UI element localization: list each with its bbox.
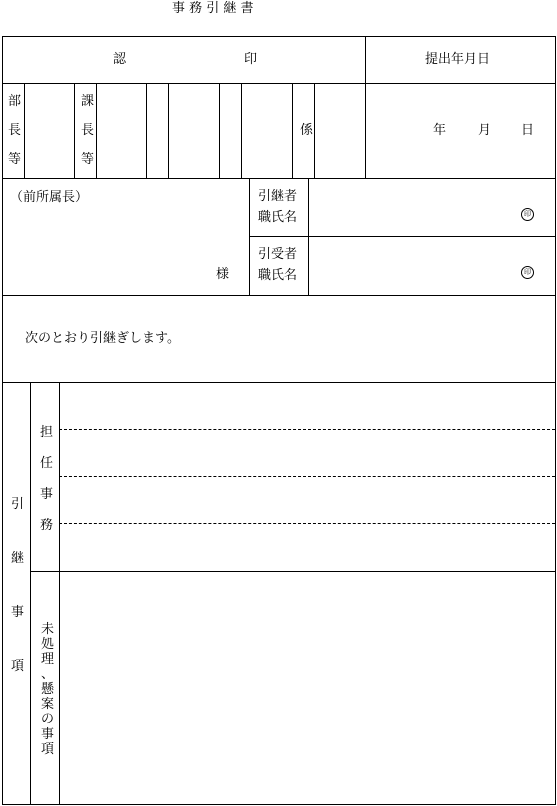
duties-dashed-line (59, 429, 555, 430)
duties-dashed-line (59, 523, 555, 524)
to-label-line1: 引受者 (258, 247, 298, 262)
statement-bottom (2, 382, 556, 383)
frame-right (555, 36, 556, 805)
handover-statement: 次のとおり引継ぎします。 (25, 331, 180, 346)
from-label-line1: 引継者 (258, 189, 298, 204)
frame-left (2, 36, 3, 805)
assigned-duties-label: 担 任 事 務 (40, 425, 54, 533)
date-month: 月 (478, 123, 492, 138)
kakari-label: 係 (300, 123, 314, 138)
to-label-line2: 職氏名 (258, 268, 298, 283)
approval-col-line (168, 83, 169, 178)
duties-dashed-line (59, 476, 555, 477)
approval-col-line (146, 83, 147, 178)
header-divider (2, 83, 556, 84)
frame-top (2, 36, 556, 37)
date-year: 年 (433, 123, 447, 138)
approval-col-line (292, 83, 293, 178)
approval-col-line (219, 83, 220, 178)
from-seal-mark: 印 (521, 208, 534, 221)
approval-col-line (74, 83, 75, 178)
items-label-divider-1 (30, 382, 31, 804)
date-column-divider (365, 36, 366, 178)
approval-col-line (96, 83, 97, 178)
to-seal-mark: 印 (521, 266, 534, 279)
addressee-label: （前所属長） (10, 190, 89, 205)
items-label-divider-2 (59, 382, 60, 804)
pending-issues-label: 未 処 理 、 懸 案 の 事 項 (41, 622, 55, 757)
frame-bottom (2, 804, 556, 805)
parties-mid-divider (249, 236, 556, 237)
date-day: 日 (521, 123, 535, 138)
approval-col-line (241, 83, 242, 178)
document-title: 事 務 引 継 書 (172, 1, 254, 16)
handover-items-label: 引 継 事 項 (11, 497, 25, 674)
bucho-label: 部 長 等 (8, 94, 22, 167)
addressee-suffix: 様 (216, 267, 230, 282)
from-label-line2: 職氏名 (258, 210, 298, 225)
approval-label-1: 認 (113, 52, 127, 67)
approval-col-line (24, 83, 25, 178)
items-mid-divider (30, 571, 556, 572)
approval-bottom (2, 178, 556, 179)
parties-bottom (2, 295, 556, 296)
kacho-label: 課 長 等 (81, 94, 95, 167)
approval-col-line (314, 83, 315, 178)
approval-label-2: 印 (244, 52, 258, 67)
submission-date-header: 提出年月日 (425, 52, 491, 67)
